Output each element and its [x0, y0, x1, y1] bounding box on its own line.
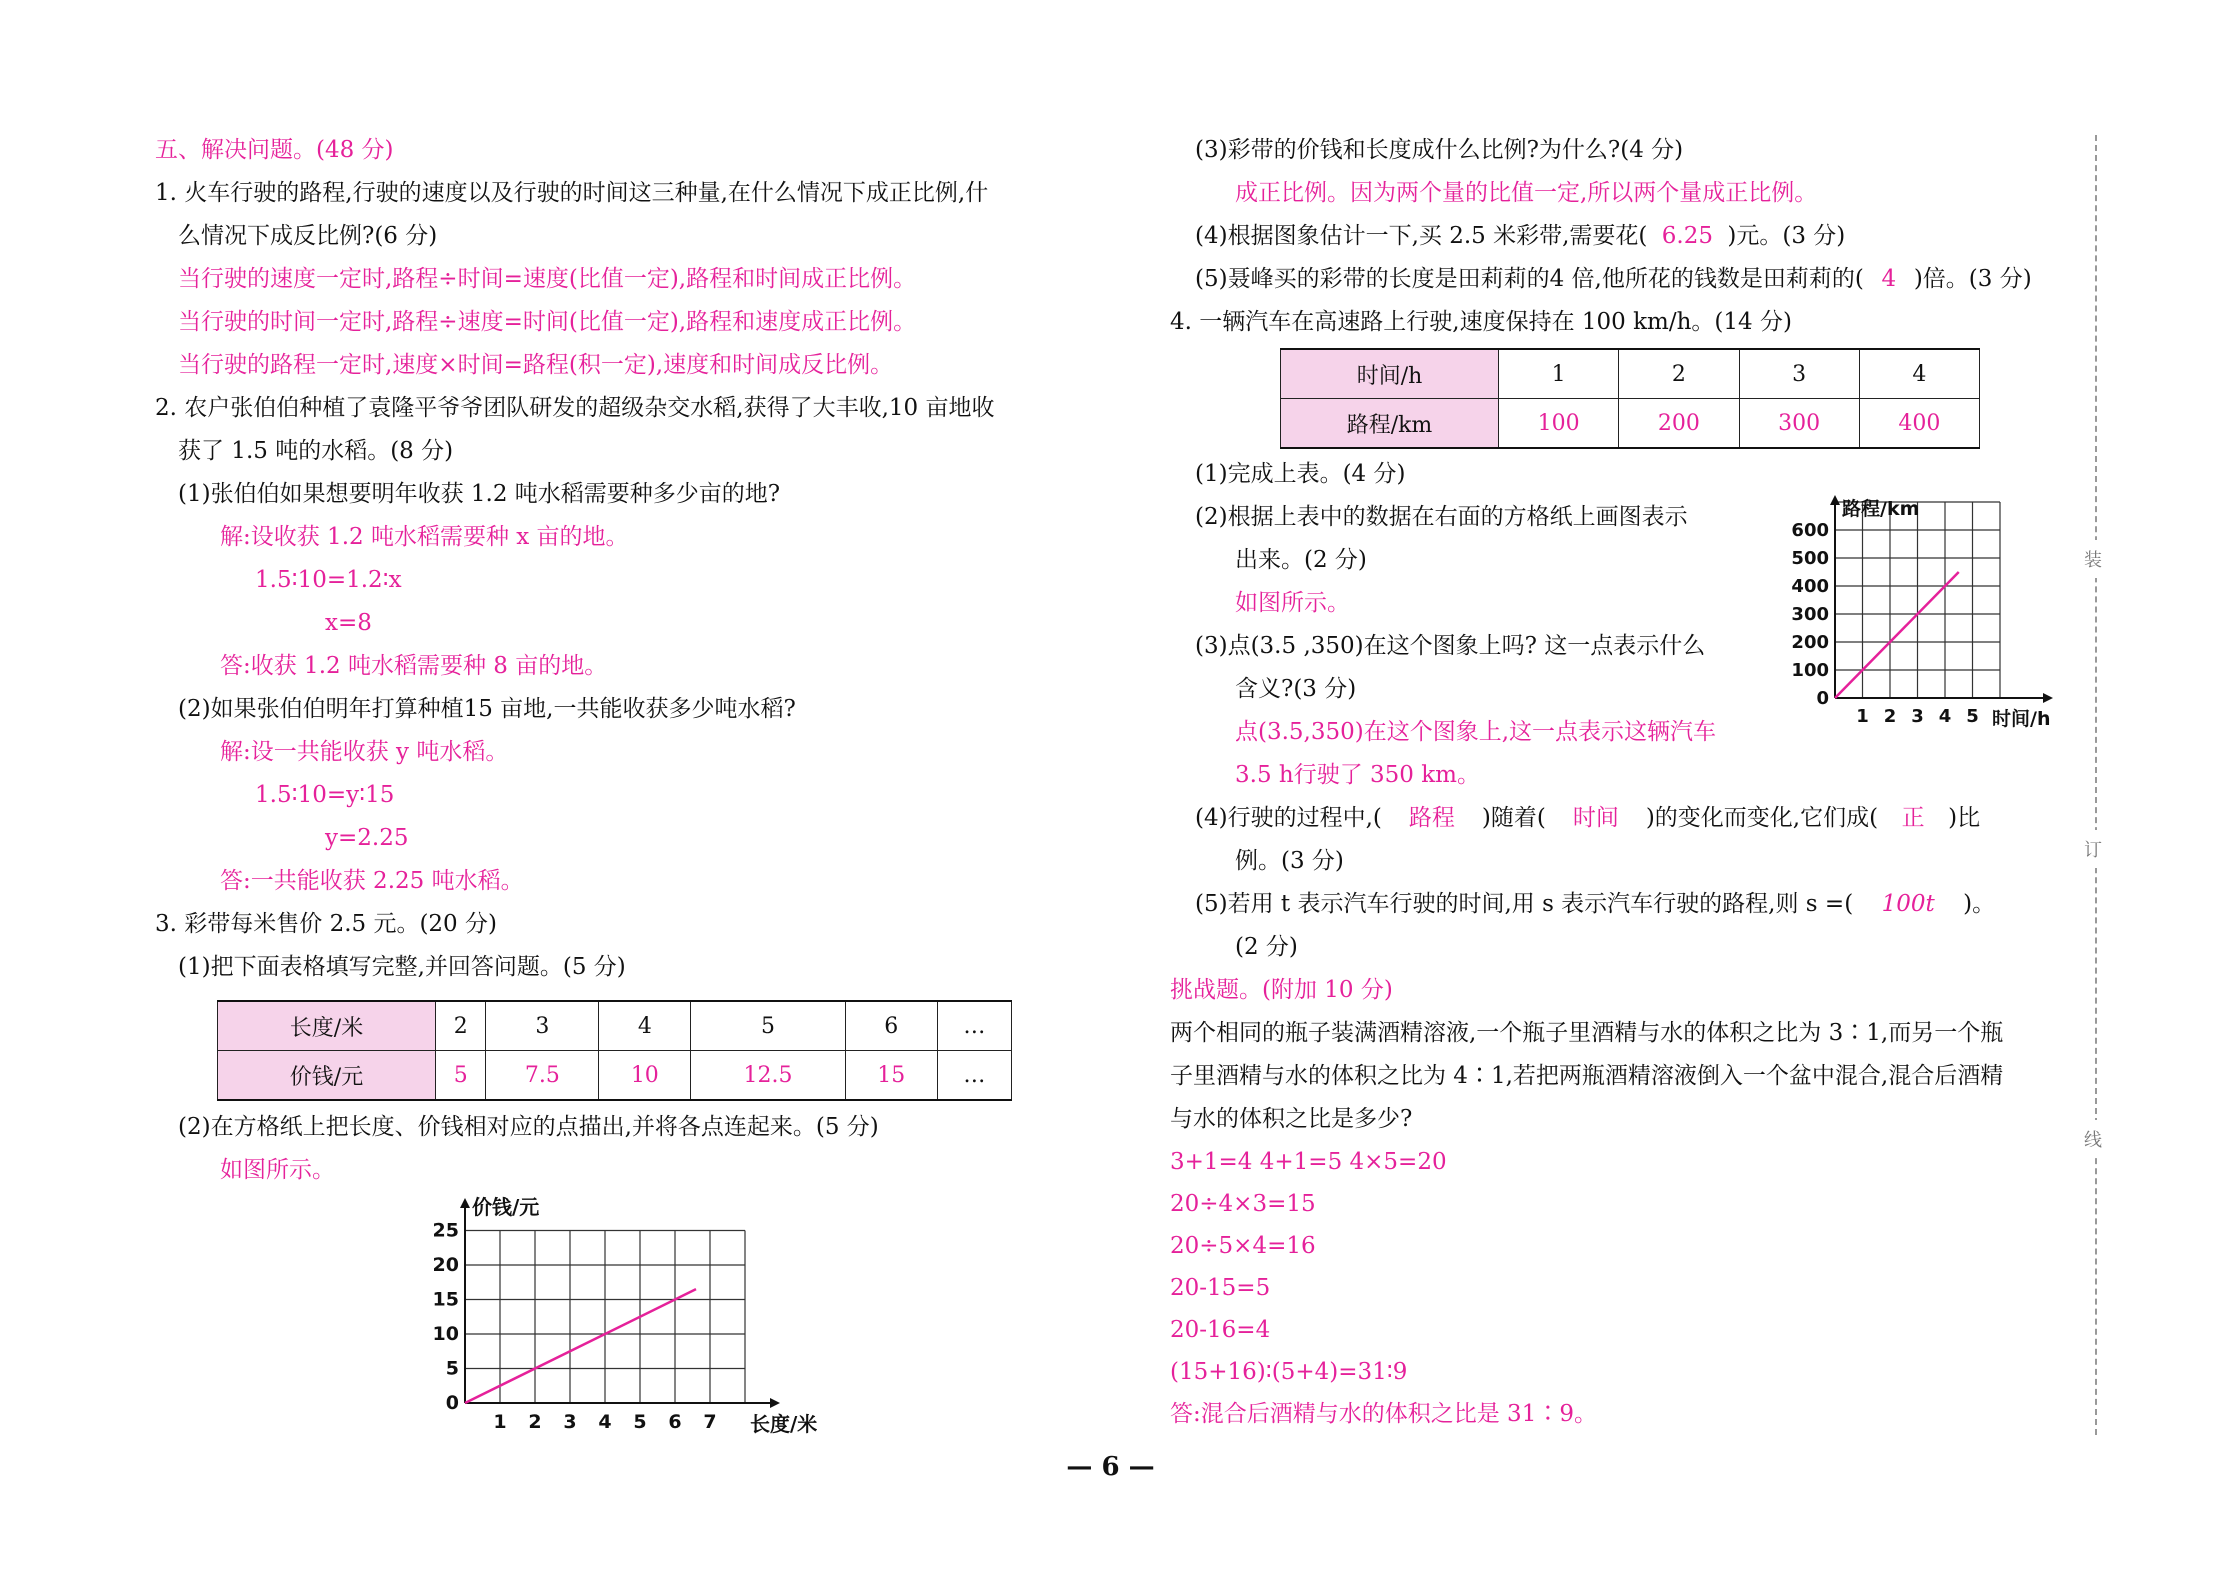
q3-sub4-suffix: )元。(3 分)	[1727, 223, 1846, 249]
table-cell: 4	[599, 1001, 691, 1051]
q3-sub5	[1195, 263, 2032, 295]
table-cell: 400	[1859, 399, 1979, 449]
series-line	[1835, 572, 1959, 698]
ribbon-price-table	[217, 1000, 1012, 1101]
q4-sub5	[1195, 888, 1995, 920]
table-cell: 3	[1739, 349, 1859, 399]
y-axis-label: 价钱/元	[472, 1195, 540, 1219]
binding-char: 订	[2084, 830, 2102, 868]
x-tick-label: 5	[633, 1411, 647, 1433]
x-axis-arrow-icon	[2043, 693, 2053, 703]
x-tick-label: 2	[528, 1411, 542, 1433]
q2-sub2: (2)如果张伯伯明年打算种植15 亩地,一共能收获多少吨水稻?	[178, 696, 796, 722]
x-axis-label: 时间/h	[1992, 708, 2051, 730]
challenge-answer-4: 20-15=5	[1170, 1275, 1271, 1301]
y-tick-label: 200	[1791, 632, 1829, 653]
q1-answer-3: 当行驶的路程一定时,速度×时间=路程(积一定),速度和时间成反比例。	[178, 352, 894, 378]
y-axis-arrow-icon	[1830, 495, 1840, 505]
x-tick-label: 4	[598, 1411, 612, 1433]
challenge-line2: 子里酒精与水的体积之比为 4∶1,若把两瓶酒精溶液倒入一个盆中混合,混合后酒精	[1170, 1063, 2004, 1089]
q4-sub3-answer-1: 点(3.5,350)在这个图象上,这一点表示这辆汽车	[1235, 719, 1717, 745]
q4-sub4-line2: 例。(3 分)	[1235, 848, 1344, 874]
y-tick-label: 5	[445, 1357, 459, 1380]
q3-sub5-suffix: )倍。(3 分)	[1913, 266, 2032, 292]
challenge-title: 挑战题。(附加 10 分)	[1170, 977, 1393, 1003]
q3-sub5-fill: 4	[1881, 266, 1897, 292]
y-tick-label: 500	[1791, 548, 1829, 569]
q4-sub3-answer-2: 3.5 h行驶了 350 km。	[1235, 762, 1480, 788]
section-title: 五、解决问题。(48 分)	[155, 137, 394, 163]
q4-sub4	[1195, 802, 1980, 834]
q3-sub4	[1195, 220, 1845, 252]
x-axis-label: 长度/米	[750, 1412, 818, 1436]
table-cell: 10	[599, 1051, 691, 1101]
table-cell: 4	[1859, 349, 1979, 399]
x-tick-label: 3	[1911, 706, 1924, 727]
q4-sub2-answer: 如图所示。	[1235, 590, 1350, 616]
x-tick-label: 2	[1883, 706, 1897, 727]
challenge-answer-3: 20÷5×4=16	[1170, 1233, 1316, 1259]
table-cell: 5	[436, 1051, 486, 1101]
x-tick-label: 3	[563, 1411, 577, 1433]
q2-sub2-answer-4: 答:一共能收获 2.25 吨水稻。	[220, 868, 524, 894]
q4-sub4-part1: (4)行驶的过程中,(	[1195, 805, 1382, 831]
q4-sub5-prefix: (5)若用 t 表示汽车行驶的时间,用 s 表示汽车行驶的路程,则 s =(	[1195, 891, 1854, 917]
challenge-line3: 与水的体积之比是多少?	[1170, 1106, 1413, 1132]
q2-sub2-answer-1: 解:设一共能收获 y 吨水稻。	[220, 739, 509, 765]
q2-line1: 2. 农户张伯伯种植了袁隆平爷爷团队研发的超级杂交水稻,获得了大丰收,10 亩地收	[155, 395, 995, 421]
q1-answer-2: 当行驶的时间一定时,路程÷速度=时间(比值一定),路程和速度成正比例。	[178, 309, 917, 335]
q2-sub1-answer-3: x=8	[325, 610, 372, 636]
q4-sub1: (1)完成上表。(4 分)	[1195, 461, 1406, 487]
y-tick-label: 10	[432, 1323, 459, 1345]
table-cell: 7.5	[486, 1051, 599, 1101]
q3-sub4-prefix: (4)根据图象估计一下,买 2.5 米彩带,需要花(	[1195, 223, 1648, 249]
challenge-answer-1: 3+1=4 4+1=5 4×5=20	[1170, 1149, 1447, 1175]
q2-sub1-answer-4: 答:收获 1.2 吨水稻需要种 8 亩的地。	[220, 653, 608, 679]
table-header-cell: 价钱/元	[218, 1051, 436, 1101]
table-row	[1281, 399, 1980, 449]
q4-sub2-line1: (2)根据上表中的数据在右面的方格纸上画图表示	[1195, 504, 1688, 530]
q2-sub2-answer-2: 1.5∶10=y∶15	[255, 782, 395, 808]
y-tick-label: 300	[1791, 604, 1829, 625]
challenge-answer-2: 20÷4×3=15	[1170, 1191, 1316, 1217]
q1-line1: 1. 火车行驶的路程,行驶的速度以及行驶的时间这三种量,在什么情况下成正比例,什	[155, 180, 989, 206]
q4-sub5-fill: 100t	[1881, 891, 1935, 917]
binding-line	[2095, 135, 2097, 1435]
table-cell: 300	[1739, 399, 1859, 449]
q3-sub2: (2)在方格纸上把长度、价钱相对应的点描出,并将各点连起来。(5 分)	[178, 1114, 879, 1140]
y-tick-label: 100	[1791, 660, 1829, 681]
q2-sub2-answer-3: y=2.25	[325, 825, 409, 851]
q3-sub4-fill: 6.25	[1661, 223, 1713, 249]
price-length-chart	[420, 1190, 850, 1440]
x-tick-label: 1	[1856, 706, 1869, 727]
table-cell: 15	[845, 1051, 937, 1101]
binding-char: 线	[2084, 1120, 2102, 1158]
q4-sub4-fill3: 正	[1901, 805, 1925, 831]
y-tick-label: 600	[1791, 520, 1829, 541]
q4-sub3-line2: 含义?(3 分)	[1235, 676, 1357, 702]
table-cell: 5	[691, 1001, 845, 1051]
y-tick-label: 0	[445, 1392, 459, 1414]
table-cell: …	[937, 1001, 1011, 1051]
table-row	[218, 1051, 1012, 1101]
x-axis-arrow-icon	[770, 1398, 780, 1408]
challenge-line1: 两个相同的瓶子装满酒精溶液,一个瓶子里酒精与水的体积之比为 3∶1,而另一个瓶	[1170, 1020, 2004, 1046]
table-row	[1281, 349, 1980, 399]
challenge-answer-6: (15+16)∶(5+4)=31∶9	[1170, 1359, 1408, 1385]
q4-sub4-part4: )比	[1948, 805, 1981, 831]
q2-sub1: (1)张伯伯如果想要明年收获 1.2 吨水稻需要种多少亩的地?	[178, 481, 781, 507]
distance-time-chart	[1780, 495, 2080, 745]
q3-sub3: (3)彩带的价钱和长度成什么比例?为什么?(4 分)	[1195, 137, 1684, 163]
q3-sub3-answer: 成正比例。因为两个量的比值一定,所以两个量成正比例。	[1235, 180, 1818, 206]
q2-sub1-answer-2: 1.5∶10=1.2∶x	[255, 567, 402, 593]
x-tick-label: 6	[668, 1411, 682, 1433]
y-tick-label: 0	[1816, 688, 1829, 709]
q3-line1: 3. 彩带每米售价 2.5 元。(20 分)	[155, 911, 497, 937]
q4-sub2-line2: 出来。(2 分)	[1235, 547, 1367, 573]
table-cell: 2	[1619, 349, 1739, 399]
q4-line1: 4. 一辆汽车在高速路上行驶,速度保持在 100 km/h。(14 分)	[1170, 309, 1792, 335]
q4-sub4-part3: )的变化而变化,它们成(	[1645, 805, 1879, 831]
x-tick-label: 7	[703, 1411, 717, 1433]
q4-sub4-part2: )随着(	[1481, 805, 1546, 831]
q4-sub4-fill2: 时间	[1572, 805, 1619, 831]
table-cell: 3	[486, 1001, 599, 1051]
table-row	[218, 1001, 1012, 1051]
table-header-cell: 长度/米	[218, 1001, 436, 1051]
q3-sub1: (1)把下面表格填写完整,并回答问题。(5 分)	[178, 954, 626, 980]
q4-sub5-suffix: )。	[1963, 891, 1996, 917]
challenge-answer-5: 20-16=4	[1170, 1317, 1271, 1343]
table-cell: …	[937, 1051, 1011, 1101]
y-axis-arrow-icon	[460, 1198, 470, 1208]
binding-char: 装	[2084, 540, 2102, 578]
table-cell: 12.5	[691, 1051, 845, 1101]
q2-sub1-answer-1: 解:设收获 1.2 吨水稻需要种 x 亩的地。	[220, 524, 629, 550]
car-distance-table	[1280, 348, 1980, 449]
q2-line2: 获了 1.5 吨的水稻。(8 分)	[178, 438, 454, 464]
x-tick-label: 4	[1938, 706, 1952, 727]
table-cell: 100	[1499, 399, 1619, 449]
x-tick-label: 5	[1966, 706, 1979, 727]
y-tick-label: 20	[432, 1254, 459, 1276]
q3-sub5-prefix: (5)聂峰买的彩带的长度是田莉莉的4 倍,他所花的钱数是田莉莉的(	[1195, 266, 1864, 292]
y-tick-label: 15	[432, 1288, 459, 1311]
q1-line2: 么情况下成反比例?(6 分)	[178, 223, 438, 249]
table-header-cell: 路程/km	[1281, 399, 1499, 449]
table-header-cell: 时间/h	[1281, 349, 1499, 399]
challenge-answer-7: 答:混合后酒精与水的体积之比是 31∶9。	[1170, 1401, 1597, 1427]
y-axis-label: 路程/km	[1842, 498, 1920, 520]
x-tick-label: 1	[493, 1411, 507, 1433]
table-cell: 1	[1499, 349, 1619, 399]
q1-answer-1: 当行驶的速度一定时,路程÷时间=速度(比值一定),路程和时间成正比例。	[178, 266, 917, 292]
table-cell: 2	[436, 1001, 486, 1051]
q4-sub3-line1: (3)点(3.5 ,350)在这个图象上吗? 这一点表示什么	[1195, 633, 1706, 659]
page-number: — 6 —	[1066, 1452, 1155, 1482]
table-cell: 200	[1619, 399, 1739, 449]
y-tick-label: 400	[1791, 576, 1829, 597]
q4-sub4-fill1: 路程	[1408, 805, 1455, 831]
q4-sub5-line2: (2 分)	[1235, 934, 1298, 960]
y-tick-label: 25	[432, 1219, 459, 1242]
q3-sub2-answer: 如图所示。	[220, 1157, 335, 1183]
table-cell: 6	[845, 1001, 937, 1051]
